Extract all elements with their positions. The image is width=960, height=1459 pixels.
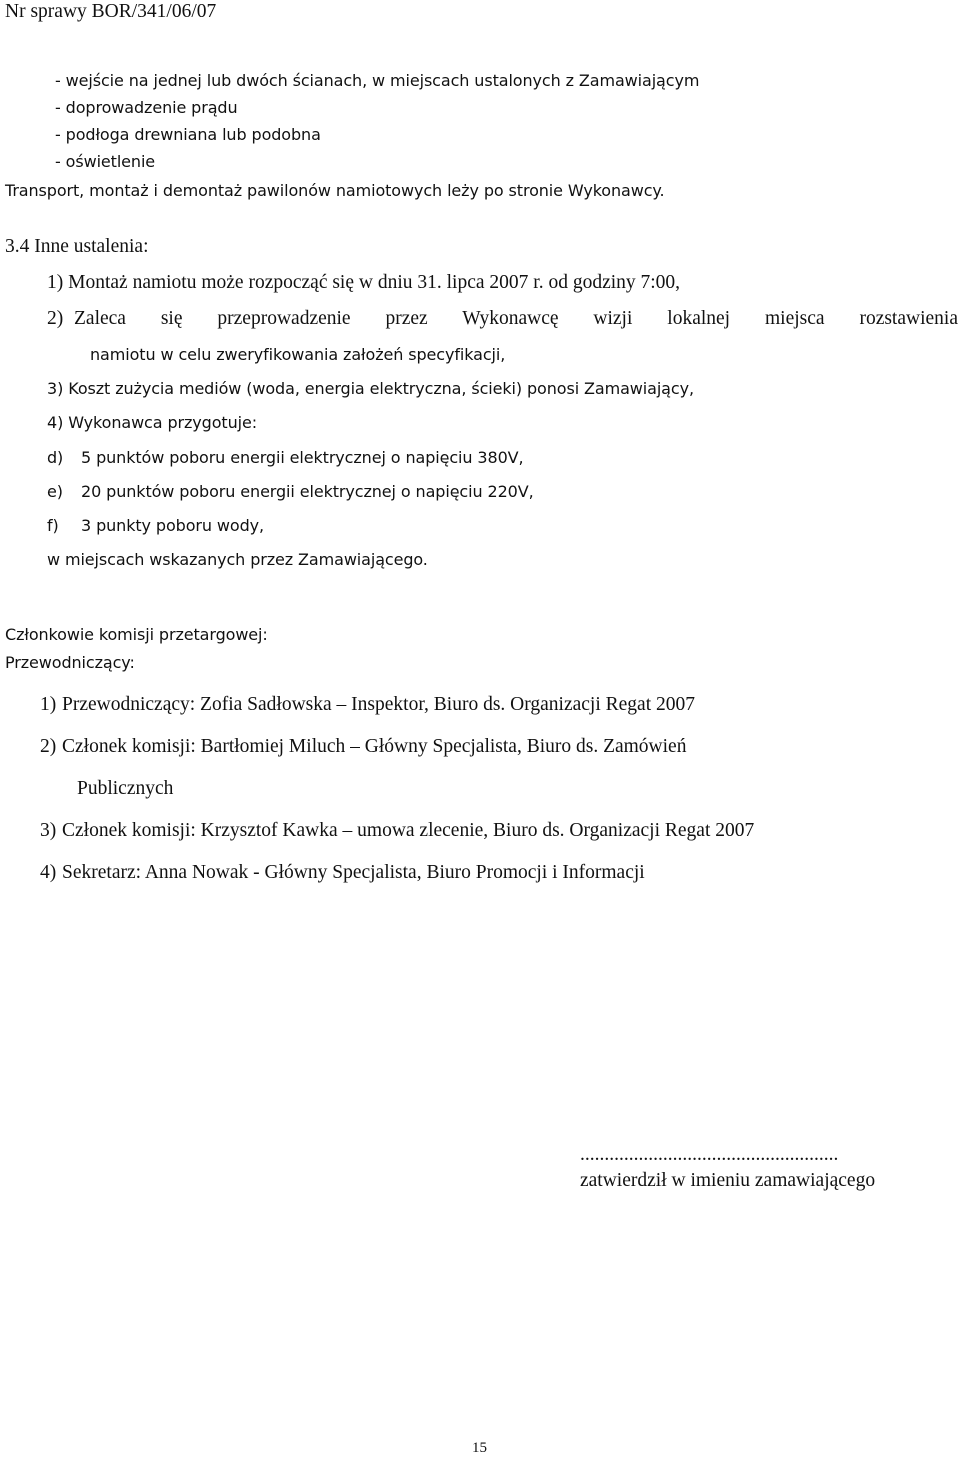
sub-item-letter: e) [47,482,63,501]
member-text: Sekretarz: Anna Nowak - Główny Specjalista, Biuro Promocji i Informacji [62,862,645,883]
list-item-4 [47,412,257,434]
member-number: 1) [40,694,57,715]
commission-subheading: Przewodniczący: [5,653,135,672]
commission-member-3 [40,820,754,842]
signature-dots: ..................................................... [580,1144,839,1165]
transport-line: Transport, montaż i demontaż pawilonów namiotowych leży po stronie Wykonawcy. [5,181,665,200]
list-item-1 [47,272,680,294]
sub-item-text: 5 punktów poboru energii elektrycznej o napięciu 380V, [81,448,524,467]
sub-item-letter: d) [47,448,64,467]
list-continuation: namiotu w celu zweryfikowania założeń specyfikacji, [90,345,506,364]
list-text: Koszt zużycia mediów (woda, energia elektryczna, ścieki) ponosi Zamawiający, [68,379,694,398]
member-number: 2) [40,736,57,757]
requirement-item: - oświetlenie [55,152,156,171]
list-number: 2) [47,308,64,329]
commission-member-2 [40,736,686,758]
member-text: Przewodniczący: Zofia Sadłowska – Inspektor, Biuro ds. Organizacji Regat 2007 [62,694,695,715]
section-closing: w miejscach wskazanych przez Zamawiającego. [47,550,428,569]
sub-item-d [47,447,524,469]
commission-heading: Członkowie komisji przetargowej: [5,625,268,644]
list-number: 4) [47,413,64,432]
member-continuation: Publicznych [77,778,174,799]
list-number: 1) [47,272,64,293]
requirement-item: - wejście na jednej lub dwóch ścianach, w miejscach ustalonych z Zamawiającym [55,71,700,90]
list-item-3 [47,378,694,400]
member-number: 4) [40,862,57,883]
list-item-2 [47,308,63,330]
list-text: Montaż namiotu może rozpocząć się w dniu 31. lipca 2007 r. od godziny 7:00, [68,272,681,293]
requirement-item: - doprowadzenie prądu [55,98,238,117]
member-number: 3) [40,820,57,841]
sub-item-letter: f) [47,516,59,535]
sub-item-text: 3 punkty poboru wody, [81,516,264,535]
section-heading: 3.4 Inne ustalenia: [5,236,149,257]
list-number: 3) [47,379,64,398]
sub-item-e [47,481,534,503]
requirement-item: - podłoga drewniana lub podobna [55,125,321,144]
sub-item-f [47,515,264,537]
page-number: 15 [472,1440,487,1456]
commission-member-1 [40,694,695,716]
signature-label: zatwierdził w imieniu zamawiającego [580,1170,876,1191]
sub-item-text: 20 punktów poboru energii elektrycznej o napięciu 220V, [81,482,534,501]
list-text: Wykonawca przygotuje: [68,413,257,432]
member-text: Członek komisji: Krzysztof Kawka – umowa zlecenie, Biuro ds. Organizacji Regat 2007 [62,820,755,841]
list-text: Zaleca się przeprowadzenie przez Wykonawcę wizji lokalnej miejsca rozstawienia [74,308,958,329]
case-number: Nr sprawy BOR/341/06/07 [5,1,217,22]
commission-member-4 [40,862,645,884]
member-text: Członek komisji: Bartłomiej Miluch – Główny Specjalista, Biuro ds. Zamówień [62,736,687,757]
